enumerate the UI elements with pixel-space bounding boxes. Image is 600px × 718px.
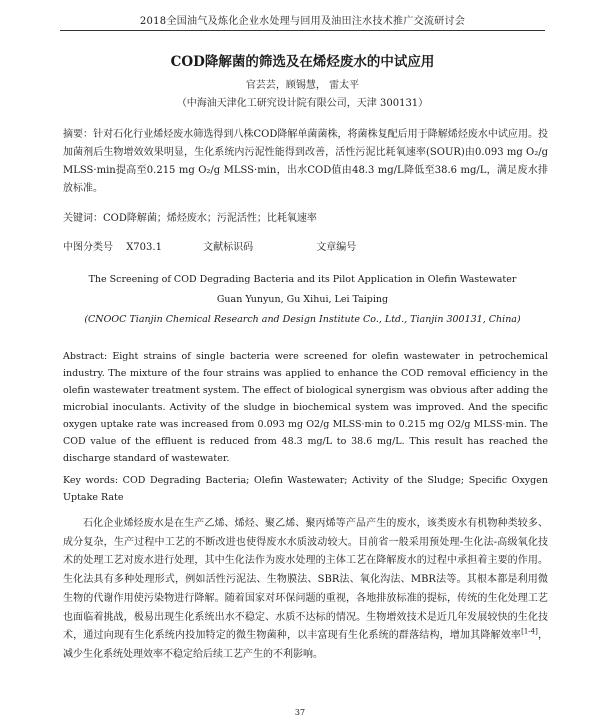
abstract-cn-text: 针对石化行业烯烃废水筛选得到八株COD降解单菌菌株，将菌株复配后用于降解烯烃废水中试应用。投加菌剂后生物增效效果明显，生化系统内污泥性能得到改善，活性污泥比耗氧速率(SOUR)由0.093 mg O₂/g MLSS·min提高至0.215 mg O₂/g MLSS·min，出水COD值由48.3 mg/L降低至38.6 mg/L，满足废水排放标准。 [63, 129, 548, 194]
body-text: 石化企业烯烃废水是在生产乙烯、烯烃、聚乙烯、聚丙烯等产品产生的废水，该类废水有机物种类较多、成分复杂，生产过程中工艺的不断改进也使得废水水质波动较大。目前省一般采用预处理-生化法-高级氧化技术的处理工艺对废水进行处理，其中生化法作为废水处理的主体工艺在降解废水的过程中承担着主要的作用。生化法具有多种处理形式，例如活性污泥法、生物膜法、SBR法、氧化沟法、MBR法等。其根本都是利用微生物的代谢作用使污染物进行降解。随着国家对环保问题的重视，各地排放标准的提标，传统的生化处理工艺也面临着挑战，极易出现生化系统出水不稳定、水质不达标的情况。生物增效技术是近几年发展较快的生化技术，通过向现有生化系统内投加特定的微生物菌种，以丰富现有生化系统的群落结构，增加其降解效率 [63, 518, 548, 642]
abstract-cn [63, 126, 548, 198]
abstract-en: Abstract: Eight strains of single bacteria were screened for olefin wastewater in petrochemical industry. The mixture of the four strains was applied to enhance the COD removal efficiency in the olefin wastewater treatment system. The effect of biological synergism was obvious after adding the microbial inoculants. Activity of the sludge in biochemical system was improved. And the specific oxygen uptake rate was increased from 0.093 mg O2/g MLSS·min to 0.215 mg O2/g MLSS·min. The COD value of the effluent is reduced from 48.3 mg/L to 38.6 mg/L. This result has reached the discharge standard of wastewater. [63, 351, 548, 464]
body-text-after: ，减少生化系统处理效率不稳定给后续工艺产生的不利影响。 [63, 630, 549, 660]
keywords-en: Key words: COD Degrading Bacteria; Olefin Wastewater; Activity of the Sludge; Specific Oxygen Uptake Rate [63, 475, 548, 503]
body-paragraph [63, 515, 548, 665]
header-rule [60, 30, 545, 31]
article-no-label: 文章编号 [316, 242, 357, 253]
clc-value: X703.1 [126, 242, 162, 253]
abstract-cn-label: 摘要： [63, 129, 94, 140]
clc-label: 中图分类号 [63, 242, 113, 253]
keywords-cn [63, 210, 548, 228]
title-en: The Screening of COD Degrading Bacteria and its Pilot Application in Olefin Wastewater [88, 274, 517, 285]
keywords-cn-text: COD降解菌；烯烃废水；污泥活性；比耗氧速率 [103, 213, 317, 224]
affiliation-en: (CNOOC Tianjin Chemical Research and Design Institute Co., Ltd., Tianjin 300131, China) [84, 314, 521, 325]
affiliation-cn: （中海油天津化工研究设计院有限公司，天津 300131） [176, 98, 429, 109]
authors-cn: 官芸芸，顾锡慧， 雷太平 [245, 80, 360, 91]
authors-en: Guan Yunyun, Gu Xihui, Lei Taiping [216, 294, 389, 305]
classification-line [63, 239, 548, 257]
running-head: 2018全国油气及炼化企业水处理与回用及油田注水技术推广交流研讨会 [139, 16, 466, 27]
doc-code-label: 文献标识码 [203, 242, 254, 253]
citation-ref: [1-4] [521, 627, 538, 636]
title-cn: COD降解菌的筛选及在烯烃废水的中试应用 [170, 54, 435, 70]
keywords-cn-label: 关键词： [63, 213, 103, 224]
page-number: 37 [294, 708, 306, 717]
